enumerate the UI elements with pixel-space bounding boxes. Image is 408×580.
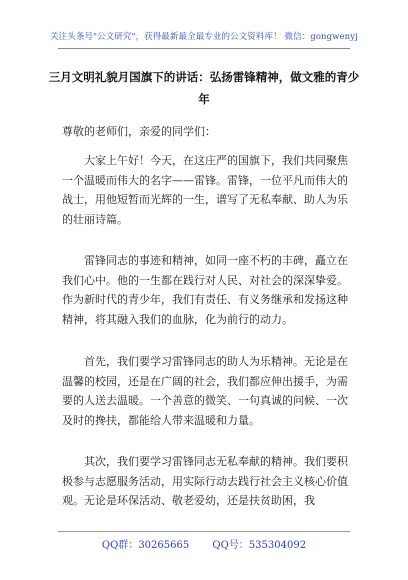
footer-qq-number: QQ号：535304092: [212, 540, 307, 551]
paragraph-1: 大家上午好！今天，在这庄严的国旗下，我们共同聚焦一个温暖而伟大的名字——雷锋。雷锋，一位平凡而伟大的战士，用他短暂而光辉的一生，谱写了无私奉献、助人为乐的壮丽诗篇。: [62, 154, 348, 226]
paragraph-3: 首先，我们要学习雷锋同志的助人为乐精神。无论是在温馨的校园，还是在广阔的社会，我们都应伸出援手，为需要的人送去温暖。一个善意的微笑、一句真诚的问候、一次及时的搀扶，都能给人带来温暖和力量。: [62, 355, 348, 427]
paragraph-2: 雷锋同志的事迹和精神，如同一座不朽的丰碑，矗立在我们心中。他的一生都在践行对人民、对社会的深深挚爱。作为新时代的青少年，我们有责任、有义务继承和发扬这种精神，将其融入我们的血脉，化为前行的动力。: [62, 254, 348, 326]
footer-divider: [58, 531, 350, 532]
footer-qq-group: QQ群：30265665: [101, 540, 190, 551]
paragraph-4: 其次，我们要学习雷锋同志无私奉献的精神。我们要积极参与志愿服务活动，用实际行动去践行社会主义核心价值观。无论是环保活动、敬老爱幼，还是扶贫助困，我: [62, 455, 348, 507]
page-footer: [0, 536, 408, 551]
salutation: 尊敬的老师们，亲爱的同学们：: [62, 125, 216, 138]
header-divider: [58, 48, 350, 49]
document-title: 三月文明礼貌月国旗下的讲话：弘扬雷锋精神，做文雅的青少年: [48, 70, 360, 106]
page-header: 关注头条号"公文研究"，获得最新最全最专业的公文资料库！ 微信：gongwenyj: [50, 32, 358, 42]
